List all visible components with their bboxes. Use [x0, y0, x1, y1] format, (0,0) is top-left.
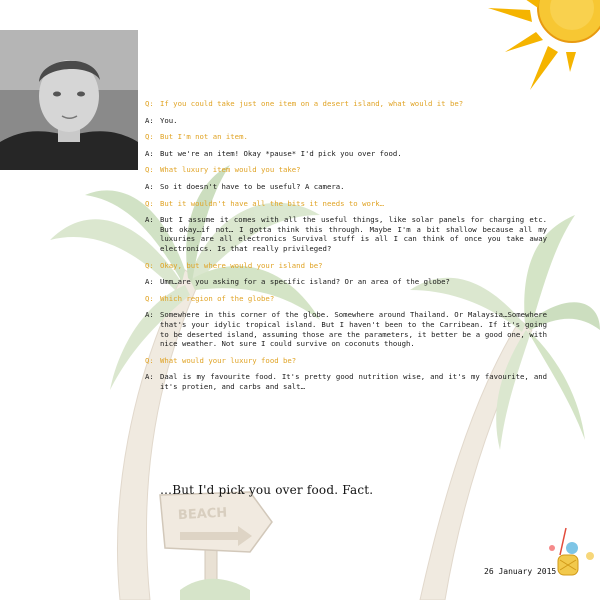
answer-item [145, 277, 547, 287]
answer-prefix: A: [145, 181, 154, 191]
answer-text: You. [160, 115, 178, 125]
closing-line: …But I'd pick you over food. Fact. [160, 483, 374, 497]
answer-prefix: A: [145, 310, 154, 320]
answer-item [145, 149, 547, 159]
date-label: 26 January 2015 [484, 567, 557, 576]
answer-text: So it doesn't have to be useful? A camera. [160, 181, 345, 191]
question-prefix: Q: [145, 260, 154, 270]
question-prefix: Q: [145, 355, 154, 365]
answer-prefix: A: [145, 115, 154, 125]
question-text: Okay, but where would your island be? [160, 260, 323, 270]
beach-sign [160, 492, 272, 600]
answer-prefix: A: [145, 372, 154, 382]
question-prefix: Q: [145, 132, 154, 142]
question-prefix: Q: [145, 198, 154, 208]
interview-list [145, 99, 547, 398]
question-item [145, 261, 547, 271]
question-text: If you could take just one item on a desert island, what would it be? [160, 99, 464, 108]
question-text: But it wouldn't have all the bits it needs to work… [160, 198, 385, 208]
answer-prefix: A: [145, 277, 154, 287]
answer-text: But we're an item! Okay *pause* I'd pick you over food. [160, 148, 402, 158]
answer-item [145, 310, 547, 348]
answer-text: But I assume it comes with all the useful things, like solar panels for charging etc. But okay…if not… I gotta think this through. Maybe I'm a bit shallow because all my luxuries are all electronics Survival stuff is all I can think of once you take away electronics. Is that really privileged? [160, 215, 547, 253]
answer-prefix: A: [145, 215, 154, 225]
question-item [145, 199, 547, 209]
question-text: What luxury item would you take? [160, 165, 301, 175]
question-text: Which region of the globe? [160, 293, 275, 303]
profile-photo [0, 30, 138, 170]
answer-prefix: A: [145, 148, 154, 158]
question-item [145, 99, 547, 109]
answer-text: Umm…are you asking for a specific island? Or an area of the globe? [160, 277, 450, 287]
question-prefix: Q: [145, 293, 154, 303]
answer-item [145, 215, 547, 253]
answer-item [145, 372, 547, 391]
answer-item [145, 116, 547, 126]
sun-icon [488, 0, 600, 90]
question-item [145, 356, 547, 366]
answer-item [145, 182, 547, 192]
answer-text: Daal is my favourite food. It's pretty good nutrition wise, and it's my favourite, and it's protien, and carbs and salt… [160, 372, 547, 391]
answer-text: Somewhere in this corner of the globe. Somewhere around Thailand. Or Malaysia…Somewhere that's your idylic tropical island. But I haven't been to the Carribean. If it's going to be deserted island, assuming those are the parameters, it better be a good one, with nice weather. Not sure I could survive on coconuts though. [160, 310, 547, 349]
question-item [145, 132, 547, 142]
question-text: But I'm not an item. [160, 132, 248, 142]
question-prefix: Q: [145, 99, 154, 108]
beach-sign-label: BEACH [177, 505, 228, 524]
question-item [145, 294, 547, 304]
question-prefix: Q: [145, 165, 154, 175]
question-item [145, 165, 547, 175]
question-text: What would your luxury food be? [160, 355, 297, 365]
